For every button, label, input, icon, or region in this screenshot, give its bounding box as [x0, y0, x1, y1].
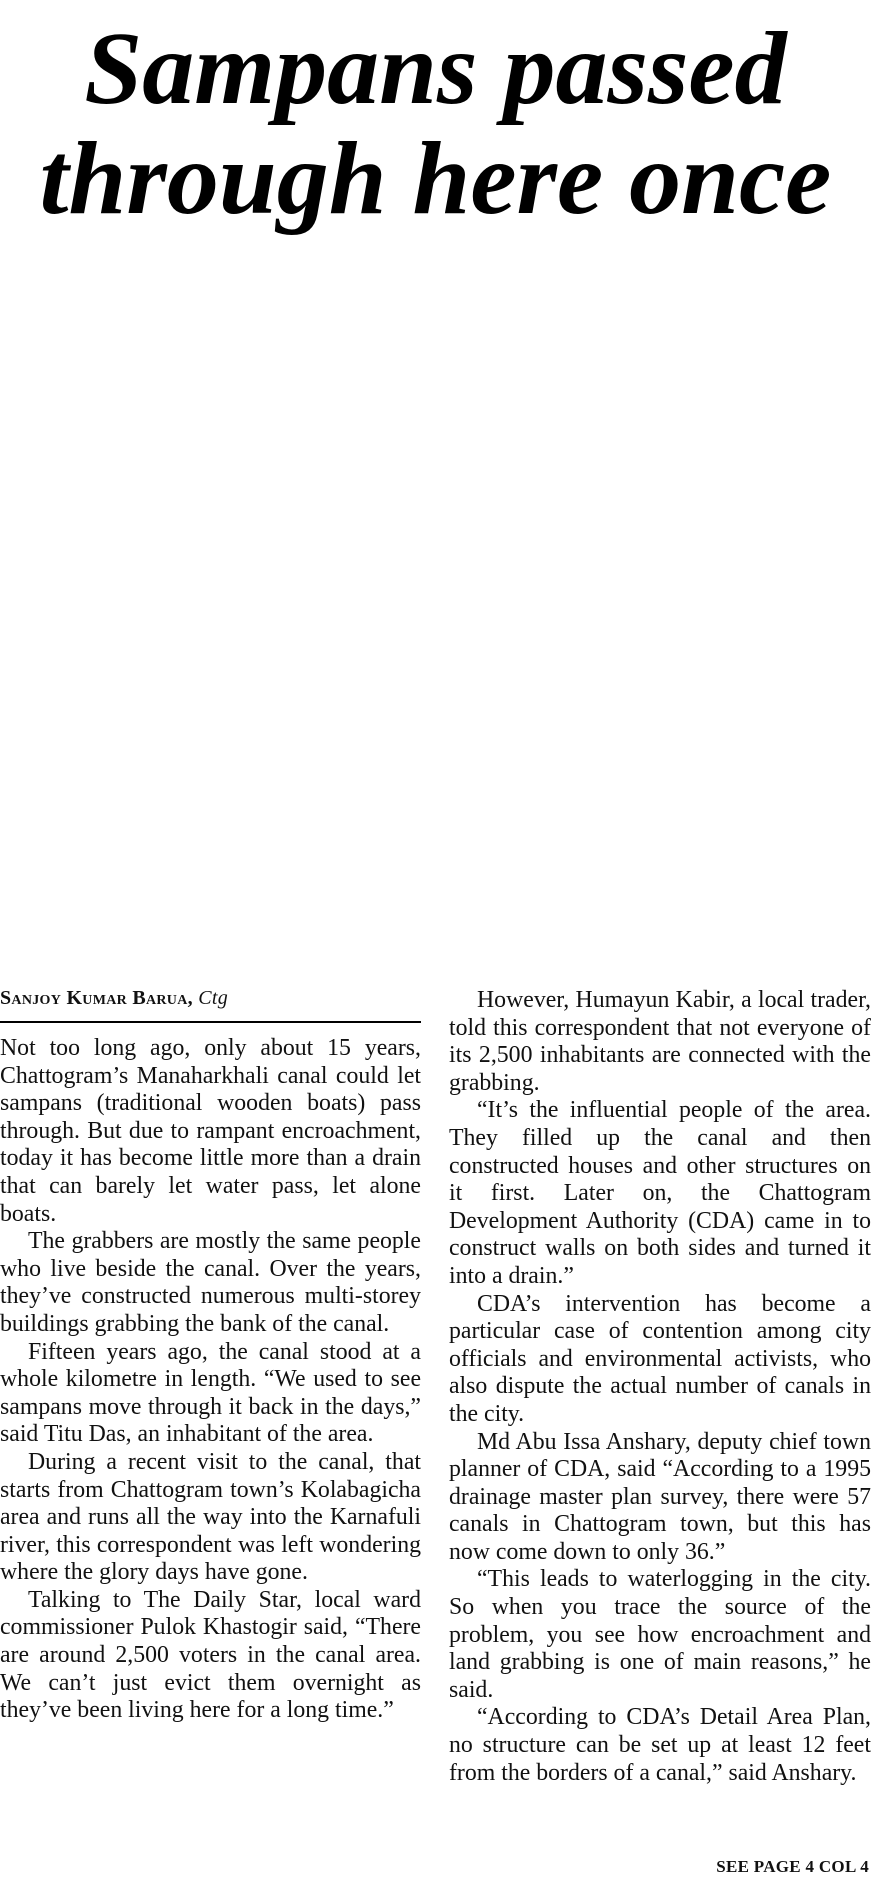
paragraph: “According to CDA’s Detail Area Plan, no structure can be set up at least 12 feet from the borders of a canal,” said Anshary.	[449, 1704, 871, 1786]
byline	[0, 985, 421, 1023]
paragraph: However, Humayun Kabir, a local trader, told this correspondent that not everyone of its 2,500 inhabitants are connected with the grabbing.	[449, 987, 871, 1096]
paragraph: The grabbers are mostly the same people who live beside the canal. Over the years, they’ve constructed numerous multi-storey buildings grabbing the bank of the canal.	[0, 1228, 421, 1337]
jump-line: SEE PAGE 4 COL 4	[716, 1857, 869, 1876]
paragraph: “This leads to waterlogging in the city. So when you trace the source of the problem, you see how encroachment and land grabbing is one of main reasons,” he said.	[449, 1566, 871, 1703]
paragraph: During a recent visit to the canal, that starts from Chattogram town’s Kolabagicha area and runs all the way into the Karnafuli river, this correspondent was left wondering where the glory days have gone.	[0, 1448, 421, 1586]
paragraph: “It’s the influential people of the area. They filled up the canal and then constructed houses and other structures on it first. Later on, the Chattogram Development Authority (CDA) came in to construct walls on both sides and turned it into a drain.”	[449, 1097, 871, 1289]
paragraph: Fifteen years ago, the canal stood at a whole kilometre in length. “We used to see sampans move through it back in the days,” said Titu Das, an inhabitant of the area.	[0, 1338, 421, 1448]
headline	[0, 0, 871, 234]
paragraph: CDA’s intervention has become a particular case of contention among city officials and environmental activists, who also dispute the actual number of canals in the city.	[449, 1290, 871, 1427]
headline-line-1: Sampans passed	[84, 11, 787, 126]
headline-line-2: through here once	[39, 121, 832, 236]
byline-location: Ctg	[198, 987, 229, 1009]
paragraph: Not too long ago, only about 15 years, Chattogram’s Manaharkhali canal could let sampans (traditional wooden boats) pass through. But due to rampant encroachment, today it has become little more than a drain that can barely let water pass, let alone boats.	[0, 1035, 421, 1227]
paragraph: Md Abu Issa Anshary, deputy chief town planner of CDA, said “According to a 1995 drainage master plan survey, there were 57 canals in Chattogram town, but this has now come down to only 36.”	[449, 1428, 871, 1565]
photo-area	[0, 250, 871, 970]
article-column-left	[0, 985, 421, 1725]
article-column-right	[449, 987, 871, 1787]
paragraph: Talking to The Daily Star, local ward commissioner Pulok Khastogir said, “There are around 2,500 voters in the canal area. We can’t just evict them overnight as they’ve been living here for a long time.”	[0, 1586, 421, 1724]
byline-author: Sanjoy Kumar Barua,	[0, 987, 193, 1009]
